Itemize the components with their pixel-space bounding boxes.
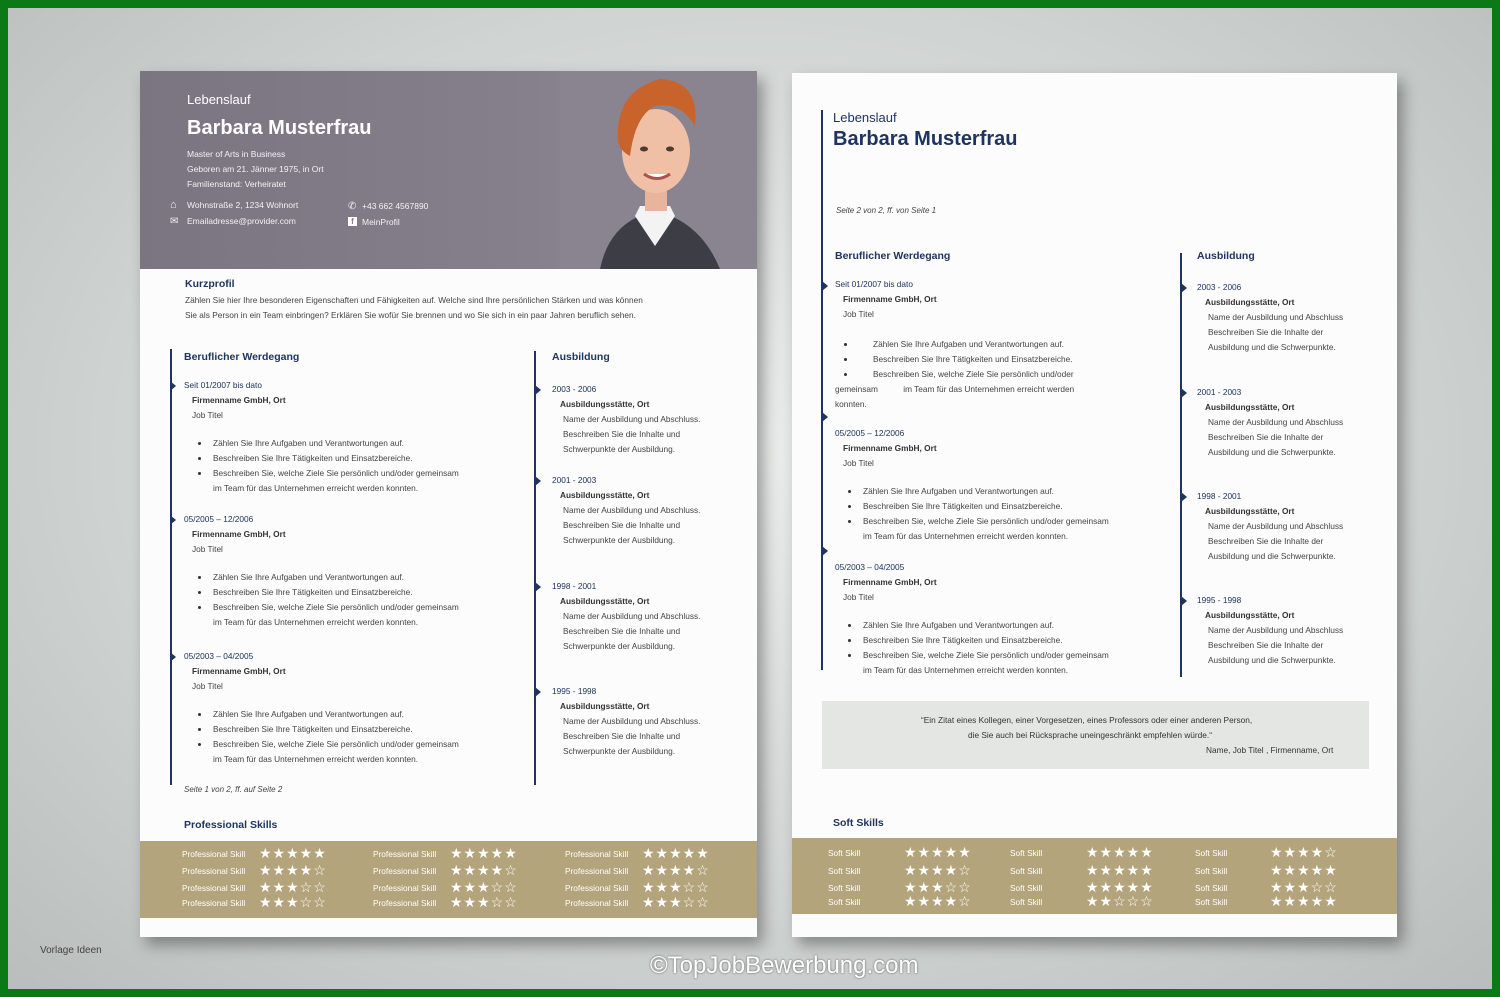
skill-rating-stars: ★★★★★ <box>1086 844 1154 860</box>
education-line: Name der Ausbildung und Abschluss. <box>563 414 701 424</box>
quote-author: Name, Job Titel , Firmenname, Ort <box>1206 745 1334 755</box>
education-timeline <box>1180 253 1182 677</box>
doc-label: Lebenslauf <box>187 92 251 107</box>
education-line: Name der Ausbildung und Abschluss <box>1208 625 1344 635</box>
education-date: 2003 - 2006 <box>552 384 597 394</box>
education-title: Ausbildung <box>1197 250 1255 262</box>
timeline-marker <box>1181 492 1187 502</box>
skill-rating-stars: ★★★☆☆ <box>259 894 327 910</box>
quote-line2: die Sie auch bei Rücksprache uneingeschränkt empfehlen würde.“ <box>968 730 1212 740</box>
career-company: Firmenname GmbH, Ort <box>192 666 286 676</box>
education-school: Ausbildungsstätte, Ort <box>560 701 650 711</box>
timeline-marker <box>822 546 828 556</box>
portrait-photo <box>560 71 757 269</box>
skill-label: Soft Skill <box>1010 848 1043 858</box>
kurzprofil-line1: Zählen Sie hier Ihre besonderen Eigenschaften und Fähigkeiten auf. Welche sind Ihre persönlichen Stärken und was können <box>185 295 643 305</box>
education-date: 1995 - 1998 <box>1197 595 1242 605</box>
career-bullet: Zählen Sie Ihre Aufgaben und Verantwortungen auf. <box>844 337 1064 352</box>
header-banner <box>140 71 757 269</box>
cv-page-1 <box>140 71 757 937</box>
skill-rating-stars: ★★★★☆ <box>259 862 327 878</box>
education-line: Schwerpunkte der Ausbildung. <box>563 444 676 454</box>
timeline-marker <box>1181 283 1187 293</box>
skill-label: Professional Skill <box>182 849 246 859</box>
timeline-marker <box>535 385 541 395</box>
career-date: 05/2005 – 12/2006 <box>835 428 905 438</box>
education-line: Beschreiben Sie die Inhalte und <box>563 520 681 530</box>
skill-rating-stars: ★★★☆☆ <box>642 894 710 910</box>
education-school: Ausbildungsstätte, Ort <box>560 596 650 606</box>
education-line: Beschreiben Sie die Inhalte der <box>1208 432 1324 442</box>
skills-title: Professional Skills <box>184 819 278 831</box>
education-school: Ausbildungsstätte, Ort <box>560 399 650 409</box>
career-bullet: Beschreiben Sie Ihre Tätigkeiten und Einsatzbereiche. <box>198 451 413 466</box>
skill-rating-stars: ★★★☆☆ <box>450 879 518 895</box>
timeline-marker <box>535 582 541 592</box>
career-bullet-cont: im Team für das Unternehmen erreicht werden konnten. <box>863 665 1069 675</box>
skill-label: Soft Skill <box>1010 897 1043 907</box>
education-line: Schwerpunkte der Ausbildung. <box>563 746 676 756</box>
career-bullet-cont: konnten. <box>835 399 867 409</box>
career-timeline <box>170 349 172 785</box>
phone-icon: ✆ <box>348 201 357 212</box>
skill-label: Soft Skill <box>828 897 861 907</box>
skill-rating-stars: ★★★★☆ <box>450 862 518 878</box>
career-company: Firmenname GmbH, Ort <box>843 577 937 587</box>
education-line: Name der Ausbildung und Abschluss. <box>563 611 701 621</box>
education-school: Ausbildungsstätte, Ort <box>1205 610 1295 620</box>
profile-link[interactable]: MeinProfil <box>362 217 400 227</box>
family-status: Familienstand: Verheiratet <box>187 179 286 189</box>
timeline-marker <box>535 687 541 697</box>
timeline-marker <box>822 281 828 291</box>
page-note: Seite 2 von 2, ff. von Seite 1 <box>836 206 937 215</box>
career-date: Seit 01/2007 bis dato <box>835 279 913 289</box>
timeline-marker <box>822 412 828 422</box>
career-bullet: Beschreiben Sie, welche Ziele Sie persönlich und/oder gemeinsam <box>848 514 1109 529</box>
education-line: Ausbildung und die Schwerpunkte. <box>1208 551 1336 561</box>
career-job: Job Titel <box>192 410 223 420</box>
watermark-left: Vorlage Ideen <box>40 945 102 956</box>
education-date: 1998 - 2001 <box>1197 491 1242 501</box>
quote-line1: “Ein Zitat eines Kollegen, einer Vorgesetzen, eines Professors oder einer anderen Person, <box>921 715 1253 725</box>
career-bullet: Beschreiben Sie, welche Ziele Sie persönlich und/oder gemeinsam <box>848 648 1109 663</box>
birth-info: Geboren am 21. Jänner 1975, in Ort <box>187 164 324 174</box>
career-company: Firmenname GmbH, Ort <box>192 395 286 405</box>
career-date: 05/2003 – 04/2005 <box>184 651 254 661</box>
education-line: Beschreiben Sie die Inhalte und <box>563 731 681 741</box>
education-timeline <box>534 351 536 785</box>
career-job: Job Titel <box>192 544 223 554</box>
skill-label: Soft Skill <box>828 883 861 893</box>
skill-rating-stars: ★★★☆☆ <box>1270 879 1338 895</box>
career-bullet: Beschreiben Sie Ihre Tätigkeiten und Einsatzbereiche. <box>198 585 413 600</box>
career-timeline <box>821 110 823 670</box>
education-line: Beschreiben Sie die Inhalte und <box>563 429 681 439</box>
career-date: Seit 01/2007 bis dato <box>184 380 262 390</box>
education-line: Ausbildung und die Schwerpunkte. <box>1208 655 1336 665</box>
education-line: Beschreiben Sie die Inhalte der <box>1208 640 1324 650</box>
timeline-marker <box>1181 388 1187 398</box>
career-company: Firmenname GmbH, Ort <box>843 443 937 453</box>
email[interactable]: Emailadresse@provider.com <box>187 216 296 226</box>
skill-label: Professional Skill <box>565 849 629 859</box>
education-line: Ausbildung und die Schwerpunkte. <box>1208 447 1336 457</box>
address: Wohnstraße 2, 1234 Wohnort <box>187 200 299 210</box>
education-school: Ausbildungsstätte, Ort <box>1205 297 1295 307</box>
career-date: 05/2003 – 04/2005 <box>835 562 905 572</box>
education-line: Name der Ausbildung und Abschluss. <box>563 716 701 726</box>
skill-rating-stars: ★★★★★ <box>1086 862 1154 878</box>
skill-rating-stars: ★★★★☆ <box>1270 844 1338 860</box>
skill-rating-stars: ★★★★☆ <box>904 862 972 878</box>
education-school: Ausbildungsstätte, Ort <box>560 490 650 500</box>
education-line: Beschreiben Sie die Inhalte der <box>1208 536 1324 546</box>
career-job: Job Titel <box>843 458 874 468</box>
education-title: Ausbildung <box>552 351 610 363</box>
education-school: Ausbildungsstätte, Ort <box>1205 402 1295 412</box>
person-name: Barbara Musterfrau <box>833 128 1018 150</box>
skill-label: Professional Skill <box>565 898 629 908</box>
skill-label: Professional Skill <box>373 849 437 859</box>
education-date: 2001 - 2003 <box>1197 387 1242 397</box>
timeline-marker <box>170 652 176 662</box>
skill-label: Professional Skill <box>373 883 437 893</box>
career-bullet-cont: gemeinsam im Team für das Unternehmen erreicht werden <box>835 384 1075 394</box>
skill-label: Soft Skill <box>1195 883 1228 893</box>
timeline-marker <box>535 476 541 486</box>
career-bullet: Beschreiben Sie, welche Ziele Sie persönlich und/oder gemeinsam <box>198 466 459 481</box>
skill-rating-stars: ★★★☆☆ <box>642 879 710 895</box>
skill-label: Soft Skill <box>1195 866 1228 876</box>
kurzprofil-line2: Sie als Person in ein Team einbringen? Erklären Sie wofür Sie brennen und wo Sie sich in ein paar Jahren beruflich sehen. <box>185 310 636 320</box>
skill-rating-stars: ★★★★★ <box>1086 879 1154 895</box>
education-date: 1998 - 2001 <box>552 581 597 591</box>
career-bullet: Beschreiben Sie Ihre Tätigkeiten und Einsatzbereiche. <box>198 722 413 737</box>
skill-rating-stars: ★★★★★ <box>1270 862 1338 878</box>
education-line: Beschreiben Sie die Inhalte der <box>1208 327 1324 337</box>
career-job: Job Titel <box>192 681 223 691</box>
watermark-center: ©TopJobBewerbung.com <box>650 952 919 979</box>
education-line: Ausbildung und die Schwerpunkte. <box>1208 342 1336 352</box>
education-line: Name der Ausbildung und Abschluss <box>1208 417 1344 427</box>
skill-rating-stars: ★★★★★ <box>259 845 327 861</box>
skills-title: Soft Skills <box>833 817 884 829</box>
reference-quote <box>822 701 1369 769</box>
skill-label: Soft Skill <box>1010 883 1043 893</box>
skill-label: Soft Skill <box>1195 848 1228 858</box>
skill-rating-stars: ★★☆☆☆ <box>1086 893 1154 909</box>
person-name: Barbara Musterfrau <box>187 117 372 139</box>
career-bullet-cont: im Team für das Unternehmen erreicht werden konnten. <box>213 483 419 493</box>
skill-rating-stars: ★★★★★ <box>450 845 518 861</box>
skill-rating-stars: ★★★☆☆ <box>259 879 327 895</box>
career-bullet: Beschreiben Sie Ihre Tätigkeiten und Einsatzbereiche. <box>848 633 1063 648</box>
career-bullet: Beschreiben Sie, welche Ziele Sie persönlich und/oder gemeinsam <box>198 737 459 752</box>
career-bullet-cont: im Team für das Unternehmen erreicht werden konnten. <box>213 617 419 627</box>
career-bullet: Beschreiben Sie, welche Ziele Sie persönlich und/oder gemeinsam <box>198 600 459 615</box>
timeline-marker <box>1181 596 1187 606</box>
skill-rating-stars: ★★★★★ <box>1270 893 1338 909</box>
career-bullet: Beschreiben Sie Ihre Tätigkeiten und Einsatzbereiche. <box>848 499 1063 514</box>
home-icon: ⌂ <box>170 199 177 211</box>
skill-label: Soft Skill <box>1010 866 1043 876</box>
career-bullet-cont: im Team für das Unternehmen erreicht werden konnten. <box>863 531 1069 541</box>
skill-rating-stars: ★★★★☆ <box>904 893 972 909</box>
career-title: Beruflicher Werdegang <box>184 351 300 363</box>
education-school: Ausbildungsstätte, Ort <box>1205 506 1295 516</box>
career-bullet: Beschreiben Sie, welche Ziele Sie persönlich und/oder <box>844 367 1074 382</box>
timeline-marker <box>170 381 176 391</box>
career-bullet: Zählen Sie Ihre Aufgaben und Verantwortungen auf. <box>848 618 1054 633</box>
education-line: Name der Ausbildung und Abschluss <box>1208 521 1344 531</box>
skill-rating-stars: ★★★★★ <box>904 844 972 860</box>
skill-label: Soft Skill <box>828 848 861 858</box>
skill-rating-stars: ★★★★★ <box>642 845 710 861</box>
career-company: Firmenname GmbH, Ort <box>192 529 286 539</box>
career-company: Firmenname GmbH, Ort <box>843 294 937 304</box>
skills-band <box>140 841 757 918</box>
education-line: Name der Ausbildung und Abschluss. <box>563 505 701 515</box>
skill-label: Professional Skill <box>565 866 629 876</box>
skill-label: Professional Skill <box>373 898 437 908</box>
phone: +43 662 4567890 <box>362 201 429 211</box>
skill-label: Professional Skill <box>182 898 246 908</box>
kurzprofil-title: Kurzprofil <box>185 278 235 290</box>
career-bullet: Beschreiben Sie Ihre Tätigkeiten und Einsatzbereiche. <box>844 352 1073 367</box>
skills-band <box>792 838 1397 914</box>
education-line: Name der Ausbildung und Abschluss <box>1208 312 1344 322</box>
career-job: Job Titel <box>843 592 874 602</box>
career-bullet: Zählen Sie Ihre Aufgaben und Verantwortungen auf. <box>198 570 404 585</box>
career-bullet: Zählen Sie Ihre Aufgaben und Verantwortungen auf. <box>198 436 404 451</box>
mail-icon: ✉ <box>170 216 179 227</box>
timeline-marker <box>170 515 176 525</box>
skill-label: Professional Skill <box>373 866 437 876</box>
degree: Master of Arts in Business <box>187 149 286 159</box>
cv-page-2 <box>792 73 1397 937</box>
education-date: 2003 - 2006 <box>1197 282 1242 292</box>
skill-rating-stars: ★★★★☆ <box>642 862 710 878</box>
education-line: Beschreiben Sie die Inhalte und <box>563 626 681 636</box>
education-date: 1995 - 1998 <box>552 686 597 696</box>
page-note: Seite 1 von 2, ff. auf Seite 2 <box>184 785 283 794</box>
education-line: Schwerpunkte der Ausbildung. <box>563 641 676 651</box>
education-date: 2001 - 2003 <box>552 475 597 485</box>
education-line: Schwerpunkte der Ausbildung. <box>563 535 676 545</box>
skill-rating-stars: ★★★☆☆ <box>450 894 518 910</box>
skill-label: Professional Skill <box>565 883 629 893</box>
career-title: Beruflicher Werdegang <box>835 250 951 262</box>
skill-label: Professional Skill <box>182 866 246 876</box>
career-bullet: Zählen Sie Ihre Aufgaben und Verantwortungen auf. <box>848 484 1054 499</box>
skill-label: Professional Skill <box>182 883 246 893</box>
skill-label: Soft Skill <box>1195 897 1228 907</box>
doc-label: Lebenslauf <box>833 110 897 125</box>
skill-label: Soft Skill <box>828 866 861 876</box>
career-bullet-cont: im Team für das Unternehmen erreicht werden konnten. <box>213 754 419 764</box>
career-bullet: Zählen Sie Ihre Aufgaben und Verantwortungen auf. <box>198 707 404 722</box>
career-job: Job Titel <box>843 309 874 319</box>
career-date: 05/2005 – 12/2006 <box>184 514 254 524</box>
skill-rating-stars: ★★★☆☆ <box>904 879 972 895</box>
facebook-icon: f <box>348 217 357 226</box>
